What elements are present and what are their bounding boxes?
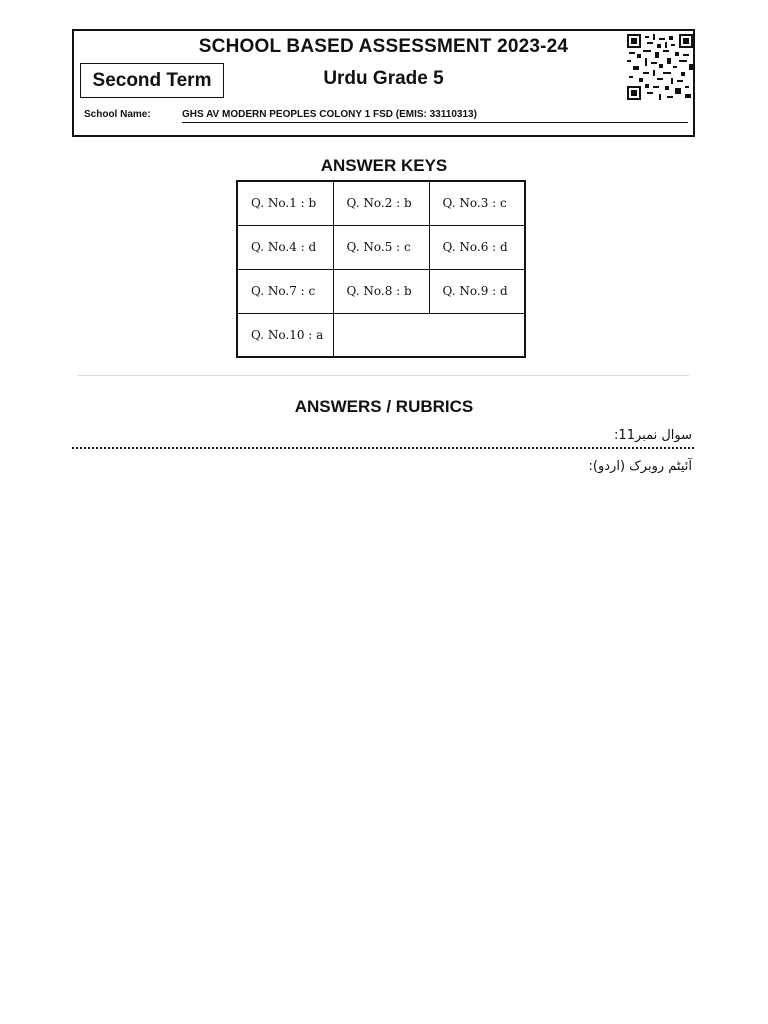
table-row — [237, 225, 525, 269]
answer-key-cell: Q. No.5 : c — [333, 225, 429, 269]
subject-title: Urdu Grade 5 — [323, 68, 444, 89]
table-row — [237, 269, 525, 313]
answer-key-cell: Q. No.4 : d — [237, 225, 333, 269]
answer-key-cell: Q. No.9 : d — [429, 269, 525, 313]
assessment-header — [72, 29, 695, 137]
assessment-title: SCHOOL BASED ASSESSMENT 2023-24 — [198, 36, 569, 57]
answer-key-cell: Q. No.3 : c — [429, 181, 525, 225]
answer-key-cell: Q. No.6 : d — [429, 225, 525, 269]
term-badge: Second Term — [80, 63, 224, 98]
answer-key-cell: Q. No.2 : b — [333, 181, 429, 225]
question-number-label: سوال نمبر11: — [614, 428, 692, 443]
table-row — [237, 181, 525, 225]
school-name-label: School Name: — [84, 109, 151, 120]
qr-code-icon — [627, 34, 693, 100]
answer-keys-title: ANSWER KEYS — [320, 156, 448, 175]
answer-key-cell: Q. No.8 : b — [333, 269, 429, 313]
item-rubric-label: آئیٹم روبرک (اردو): — [588, 459, 692, 474]
answer-key-cell: Q. No.1 : b — [237, 181, 333, 225]
empty-cell — [333, 313, 525, 357]
rubrics-title: ANSWERS / RUBRICS — [294, 397, 474, 416]
answer-key-cell: Q. No.10 : a — [237, 313, 333, 357]
school-name-value: GHS AV MODERN PEOPLES COLONY 1 FSD (EMIS: 33110313) — [182, 109, 688, 123]
table-row — [237, 313, 525, 357]
answer-keys-table — [236, 180, 526, 358]
section-divider — [78, 375, 689, 376]
answer-key-cell: Q. No.7 : c — [237, 269, 333, 313]
dotted-divider — [72, 447, 694, 449]
